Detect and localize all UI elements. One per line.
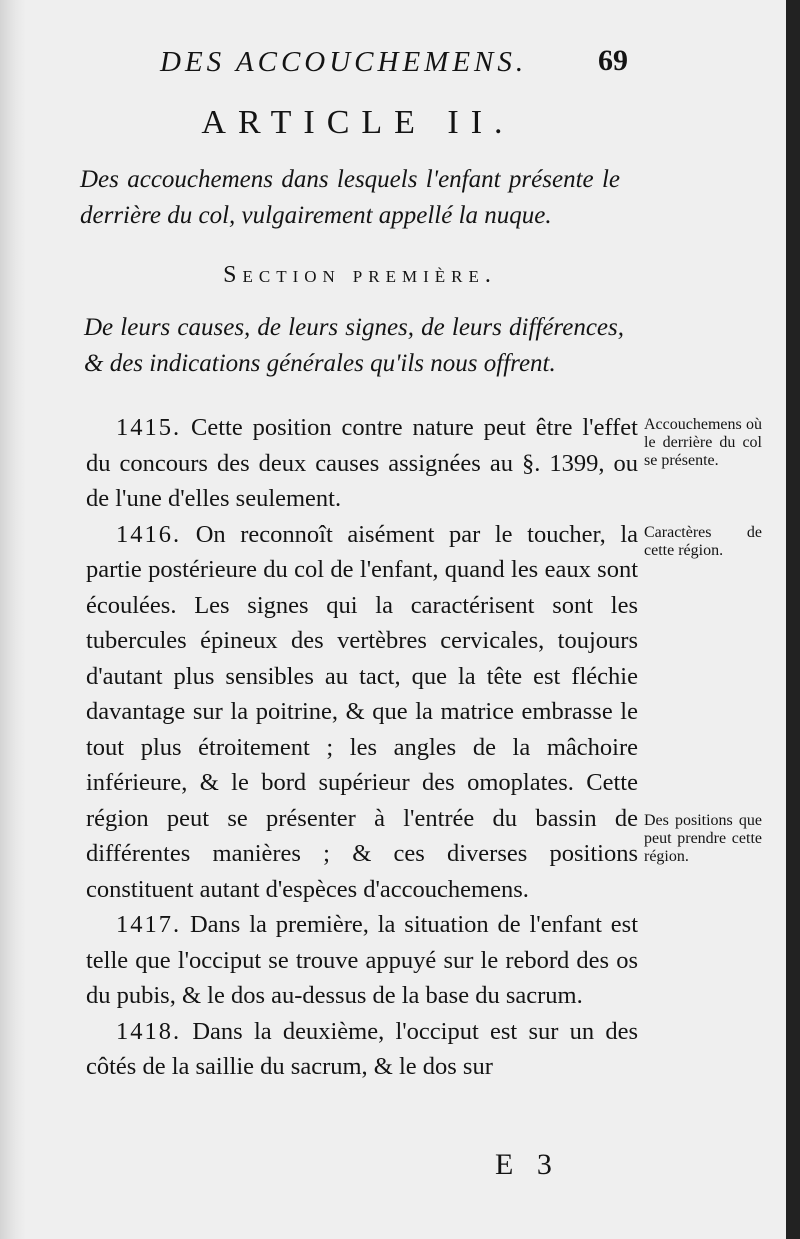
article-subtitle: Des accouchemens dans lesquels l'enfant présente le derrière du col, vulgairement appellé la nuque. <box>80 166 620 229</box>
paragraph-text: Cette position contre nature peut être l'effet du concours des deux causes assignées au §. 1399, ou de l'une d'elles seulement. <box>86 414 638 512</box>
paragraph-number: 1416. <box>116 520 182 548</box>
page-number: 69 <box>598 44 628 77</box>
paragraph-number: 1417. <box>116 911 182 938</box>
paragraph-1418 <box>86 1014 638 1085</box>
paragraph-text: On reconnoît aisément par le toucher, la partie postérieure du col de l'enfant, quand les eaux sont écoulées. Les signes qui la caractérisent sont les tubercules épineux des vertèbres cervicales, toujours d'autant plus sensibles au tact, que la tête est fléchie davantage sur la poitrine, & que la matrice embrasse le tout plus étroitement ; les angles de la mâchoire inférieure, & le bord supérieur des omoplates. Cette région peut se présenter à l'entrée du bassin de différentes manières ; & ces diverses positions constituent autant d'espèces d'accouchemens. <box>86 520 639 903</box>
paragraph-text: Dans la première, la situation de l'enfant est telle que l'occiput se trouve appuyé sur le rebord des os du pubis, & le dos au-dessus de la base du sacrum. <box>86 911 638 1009</box>
page-gutter-shadow <box>0 0 26 1239</box>
signature-mark: E 3 <box>495 1148 560 1181</box>
section-title: Section première. <box>223 262 497 288</box>
paragraph-number: 1415. <box>116 414 182 441</box>
body-text <box>86 410 638 1085</box>
paragraph-1415 <box>86 410 638 517</box>
margin-note: Caractères de cette région. <box>644 524 762 559</box>
article-title: ARTICLE II. <box>201 104 515 141</box>
paragraph-text: Dans la deuxième, l'occiput est sur un des côtés de la saillie du sacrum, & le dos sur <box>86 1017 639 1080</box>
paragraph-number: 1418. <box>116 1017 182 1045</box>
margin-note: Accouchemens où le derrière du col se présente. <box>644 416 762 469</box>
page-edge <box>786 0 800 1239</box>
paragraph-1417 <box>86 907 638 1014</box>
margin-note: Des positions que peut prendre cette région. <box>644 812 762 865</box>
running-head: DES ACCOUCHEMENS. <box>160 46 528 78</box>
paragraph-1416 <box>86 517 638 908</box>
section-subtitle: De leurs causes, de leurs signes, de leurs différences, & des indications générales qu'ils nous offrent. <box>84 314 624 377</box>
